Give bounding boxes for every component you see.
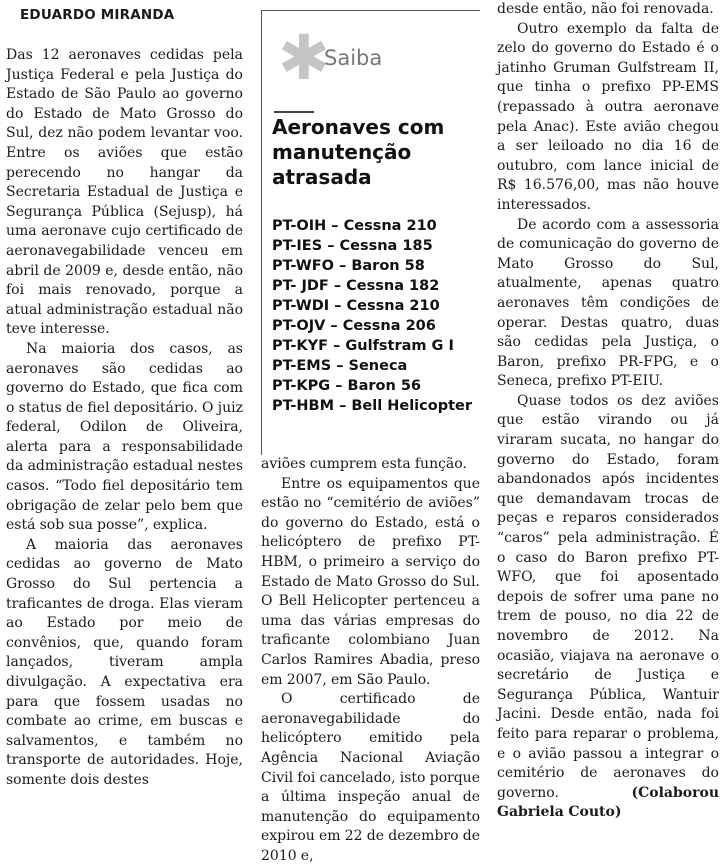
aircraft-item: PT-KYF – Gulfstram G I bbox=[272, 338, 454, 354]
article-paragraph-7: De acordo com a assessoria de comunicação do governo de Mato Grosso do Sul, atualmente, apenas quatro aeronaves têm condições de operar. Destas quatro, duas são cedidas pela Justiça, o Baron, prefixo PR-FPG, e o Seneca, prefixo PT-EIU. bbox=[497, 216, 719, 390]
article-paragraph-6: Outro exemplo da falta de zelo do governo do Estado é o jatinho Gruman Gulfstream II, que tinha o prefixo PP-EMS (repassado à outra aeronave pela Anac). Este avião chegou a ser leiloado no dia 16 de outubro, com lance inicial de R$ 16.576,00, mas não houve interessados. bbox=[497, 20, 719, 213]
article-paragraph-3-continued: aviões cumprem esta função. bbox=[261, 456, 467, 472]
aircraft-item: PT- JDF – Cessna 182 bbox=[272, 278, 440, 294]
article-paragraph-4: Entre os equipamentos que estão no “cemitério de aviões” do governo do Estado, está o helicóptero de prefixo PT-HBM, o primeiro a serviço do Estado de Mato Grosso do Sul. O Bell Helicopter pertenceu a uma das várias empresas do traficante colombiano Juan Carlos Ramires Abadia, preso em 2007, em São Paulo. bbox=[261, 475, 480, 688]
article-paragraph-1: Das 12 aeronaves cedidas pela Justiça Federal e pela Justiça do Estado de São Paulo ao governo do Estado de Mato Grosso do Sul, dez não podem levantar voo. Entre os aviões que estão perecendo no hangar da Secretaria Estadual de Justiça e Segurança Pública (Sejusp), há uma aeronave cujo certificado de aeronavegabilidade venceu em abril de 2009 e, desde então, não foi mais renovado, porque a atual administração estadual não teve interesse. bbox=[6, 47, 243, 338]
aircraft-item: PT-WDI – Cessna 210 bbox=[272, 298, 440, 314]
saiba-label: Saiba bbox=[324, 46, 383, 70]
article-paragraph-5-continued: desde então, não foi renovada. bbox=[497, 1, 714, 17]
aircraft-item: PT-HBM – Bell Helicopter bbox=[272, 398, 473, 414]
credit-line: (Colaborou Gabriela Couto) bbox=[497, 784, 719, 821]
saiba-divider bbox=[274, 111, 314, 113]
byline: EDUARDO MIRANDA bbox=[20, 7, 175, 23]
aircraft-list bbox=[272, 216, 472, 416]
article-paragraph-8-text: Quase todos os dez aviões que estão virando ou já viraram sucata, no hangar do governo do Estado, foram abandonados após incidentes que demandavam trocas de peças e reparos considerados “caros” pela administração. É o caso do Baron prefixo PT-WFO, que foi aposentado depois de sofrer uma pane no trem de pouso, no dia 22 de novembro de 2012. Na ocasião, viajava na aeronave o secretário de Justiça e Segurança Pública, Wantuir Jacini. Desde então, nada foi feito para reparar o problema, e o avião passou a integrar o cemitério de aeronaves do governo. bbox=[497, 392, 719, 801]
aircraft-item: PT-WFO – Baron 58 bbox=[272, 258, 425, 274]
saiba-title: Aeronaves com manutenção atrasada bbox=[272, 115, 445, 189]
saiba-sidebar bbox=[261, 10, 480, 455]
article-column-1 bbox=[6, 0, 243, 791]
article-paragraph-3: A maioria das aeronaves cedidas ao governo de Mato Grosso do Sul pertencia a traficantes de droga. Elas vieram ao Estado por meio de convênios, que, quando foram lançados, tiveram ampla divulgação. A expectativa era para que fossem usadas no combate ao crime, em buscas e salvamentos, e também no transporte de autoridades. Hoje, somente dois destes bbox=[6, 536, 243, 788]
aircraft-item: PT-OIH – Cessna 210 bbox=[272, 218, 437, 234]
aircraft-item: PT-OJV – Cessna 206 bbox=[272, 318, 436, 334]
article-paragraph-2: Na maioria dos casos, as aeronaves são cedidas ao governo do Estado, que fica com o status de fiel depositário. O juiz federal, Odilon de Oliveira, alerta para a responsabilidade da administração estadual nestes casos. “Todo fiel depositário tem obrigação de zelar pelo bem que está sob sua posse”, explica. bbox=[6, 340, 243, 534]
article-paragraph-8 bbox=[497, 392, 719, 823]
aircraft-item: PT-IES – Cessna 185 bbox=[272, 238, 433, 254]
aircraft-item: PT-EMS – Seneca bbox=[272, 358, 408, 374]
article-paragraph-5: O certificado de aeronavegabilidade do helicóptero emitido pela Agência Nacional Aviação Civil foi cancelado, isto porque a última inspeção anual de manutenção do equipamento expirou em 22 de dezembro de 2010 e, bbox=[261, 691, 480, 864]
asterisk-icon: ✱ bbox=[278, 21, 330, 94]
saiba-header bbox=[278, 21, 383, 94]
aircraft-item: PT-KPG – Baron 56 bbox=[272, 378, 422, 394]
article-column-3 bbox=[497, 0, 719, 823]
